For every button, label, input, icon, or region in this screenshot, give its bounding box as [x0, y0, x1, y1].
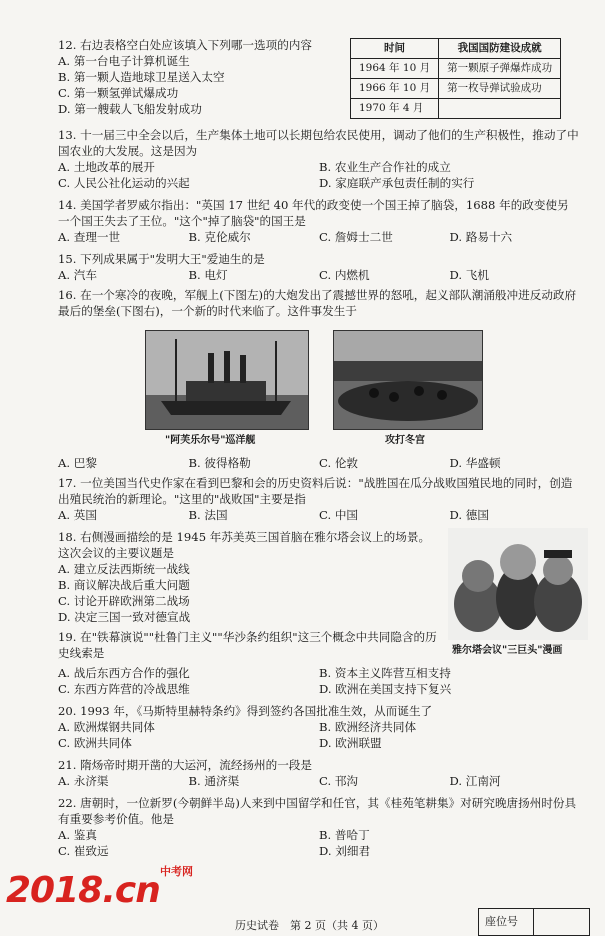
option-b: B. 普哈丁 [319, 827, 370, 842]
option-a: A. 战后东西方合作的强化 [58, 666, 190, 680]
option-a: A. 第一台电子计算机诞生 [58, 53, 190, 68]
table-cell: 1970 年 4 月 [351, 99, 439, 119]
option-a: A. 英国 [58, 507, 97, 522]
seat-number-divider [533, 909, 534, 935]
table-row [351, 79, 561, 99]
option-a: A. 建立反法西斯统一战线 [58, 561, 190, 576]
option-b: B. 电灯 [188, 267, 228, 282]
option-b: B. 法国 [188, 507, 228, 522]
option-d: D. 路易十六 [449, 229, 513, 244]
seat-number-box [478, 908, 590, 936]
question-stem: 13. 十一届三中全会以后，生产集体土地可以长期包给农民使用，调动了他们的生产积极性，推动了中国农业的大发展。这是因为 [58, 128, 579, 158]
question-stem: 19. 在"铁幕演说""杜鲁门主义""华沙条约组织"这三个概念中共同隐含的历史线索是 [58, 630, 437, 660]
page-footer: 历史试卷 第 2 页（共 4 页） [235, 919, 384, 932]
question-stem: 12. 右边表格空白处应该填入下列哪一选项的内容 [58, 38, 312, 52]
table-cell: 1966 年 10 月 [351, 79, 439, 99]
question-stem: 20. 1993 年，《马斯特里赫特条约》得到签约各国批准生效，从而诞生了 [58, 704, 433, 718]
option-b: B. 通济渠 [188, 773, 240, 788]
option-d: D. 家庭联产承包责任制的实行 [319, 175, 475, 190]
option-b: B. 彼得格勒 [188, 456, 251, 470]
option-d: D. 飞机 [449, 267, 489, 282]
option-b: B. 农业生产合作社的成立 [319, 159, 451, 174]
question-15 [58, 252, 580, 284]
option-c: C. 东西方阵营的冷战思维 [58, 681, 190, 696]
caption-yalta: 雅尔塔会议"三巨头"漫画 [452, 645, 563, 656]
option-c: C. 讨论开辟欧洲第二战场 [58, 593, 190, 608]
question-14 [58, 198, 580, 246]
question-13 [58, 128, 580, 192]
yalta-cartoon [448, 528, 588, 640]
option-a: A. 查理一世 [58, 229, 121, 244]
option-c: C. 詹姆士二世 [319, 229, 393, 244]
option-a: A. 欧洲煤钢共同体 [58, 719, 155, 734]
winter-palace-attack-photo [333, 330, 483, 430]
defense-achievement-table [350, 38, 561, 119]
option-b: B. 商议解决战后重大问题 [58, 577, 190, 592]
question-stem: 22. 唐朝时，一位新罗(今朝鲜半岛)人来到中国留学和任官，其《桂苑笔耕集》对研究晚唐扬州时份具有重要参考价值。他是 [58, 796, 577, 826]
question-16 [58, 288, 580, 320]
caption-aurora: "阿芙乐尔号"巡洋舰 [165, 435, 256, 446]
question-stem: 18. 右侧漫画描绘的是 1945 年苏美英三国首脑在雅尔塔会议上的场景。这次会议的主要议题是 [58, 530, 431, 560]
option-b: B. 欧洲经济共同体 [319, 719, 417, 734]
option-a: A. 永济渠 [58, 773, 109, 788]
seat-number-label: 座位号 [485, 915, 518, 928]
question-17 [58, 476, 580, 524]
question-stem: 21. 隋炀帝时期开凿的大运河，流经扬州的一段是 [58, 758, 312, 772]
option-a: A. 鉴真 [58, 827, 97, 842]
option-c: C. 人民公社化运动的兴起 [58, 175, 190, 190]
caption-winter-palace: 攻打冬宫 [385, 435, 425, 446]
table-header-achievement: 我国国防建设成就 [439, 39, 561, 59]
option-d: D. 德国 [449, 507, 489, 522]
option-c: C. 崔致远 [58, 843, 109, 858]
option-c: C. 邗沟 [319, 773, 359, 788]
table-row [351, 99, 561, 119]
option-a: A. 土地改革的展开 [58, 159, 155, 174]
option-c: C. 第一颗氢弹试爆成功 [58, 85, 179, 100]
question-12 [58, 38, 358, 118]
option-d: D. 第一艘载人飞船发射成功 [58, 101, 202, 116]
question-stem: 16. 在一个寒冷的夜晚，军舰上(下图左)的大炮发出了震撼世界的怒吼，起义部队潮涌般冲进反动政府最后的堡垒(下图右)，一个新的时代来临了。这件事发生于 [58, 288, 577, 318]
question-stem: 15. 下列成果属于"发明大王"爱迪生的是 [58, 252, 265, 266]
question-19-options [58, 666, 580, 698]
option-b: B. 第一颗人造地球卫星送入太空 [58, 69, 225, 84]
question-stem: 17. 一位美国当代史作家在看到巴黎和会的历史资料后说："战胜国在瓜分战败国殖民地的同时，创造出殖民统治的新理论。"这里的"战败国"主要是指 [58, 476, 573, 506]
question-22 [58, 796, 580, 860]
option-d: D. 刘细君 [319, 843, 371, 858]
option-c: C. 中国 [319, 507, 359, 522]
question-16-options [58, 456, 580, 472]
option-d: D. 欧洲在美国支持下复兴 [319, 681, 452, 696]
option-b: B. 资本主义阵营互相支持 [319, 666, 451, 680]
aurora-cruiser-photo [145, 330, 309, 430]
option-b: B. 克伦威尔 [188, 229, 251, 244]
question-21 [58, 758, 580, 790]
question-20 [58, 704, 580, 752]
table-cell: 第一枚导弹试验成功 [439, 79, 561, 99]
table-header-time: 时间 [351, 39, 439, 59]
option-a: A. 汽车 [58, 267, 97, 282]
option-d: D. 华盛顿 [449, 456, 501, 470]
question-18 [58, 530, 438, 626]
table-cell: 第一颗原子弹爆炸成功 [439, 59, 561, 79]
option-c: C. 伦敦 [319, 456, 359, 470]
table-cell-blank [439, 99, 561, 119]
option-c: C. 欧洲共同体 [58, 735, 132, 750]
table-row [351, 59, 561, 79]
option-d: D. 欧洲联盟 [319, 735, 382, 750]
option-a: A. 巴黎 [58, 456, 97, 470]
question-19 [58, 630, 448, 662]
option-d: D. 江南河 [449, 773, 501, 788]
question-stem: 14. 美国学者罗威尔指出："英国 17 世纪 40 年代的政变使一个国王掉了脑袋，1688 年的政变使另一个国王失去了王位。"这个"掉了脑袋"的国王是 [58, 198, 569, 228]
watermark-main: 2018.cn [6, 870, 160, 911]
watermark-site: 中考网 [160, 865, 193, 878]
table-cell: 1964 年 10 月 [351, 59, 439, 79]
option-d: D. 决定三国一致对德宣战 [58, 609, 191, 624]
site-watermark-logo [6, 865, 193, 916]
option-c: C. 内燃机 [319, 267, 370, 282]
